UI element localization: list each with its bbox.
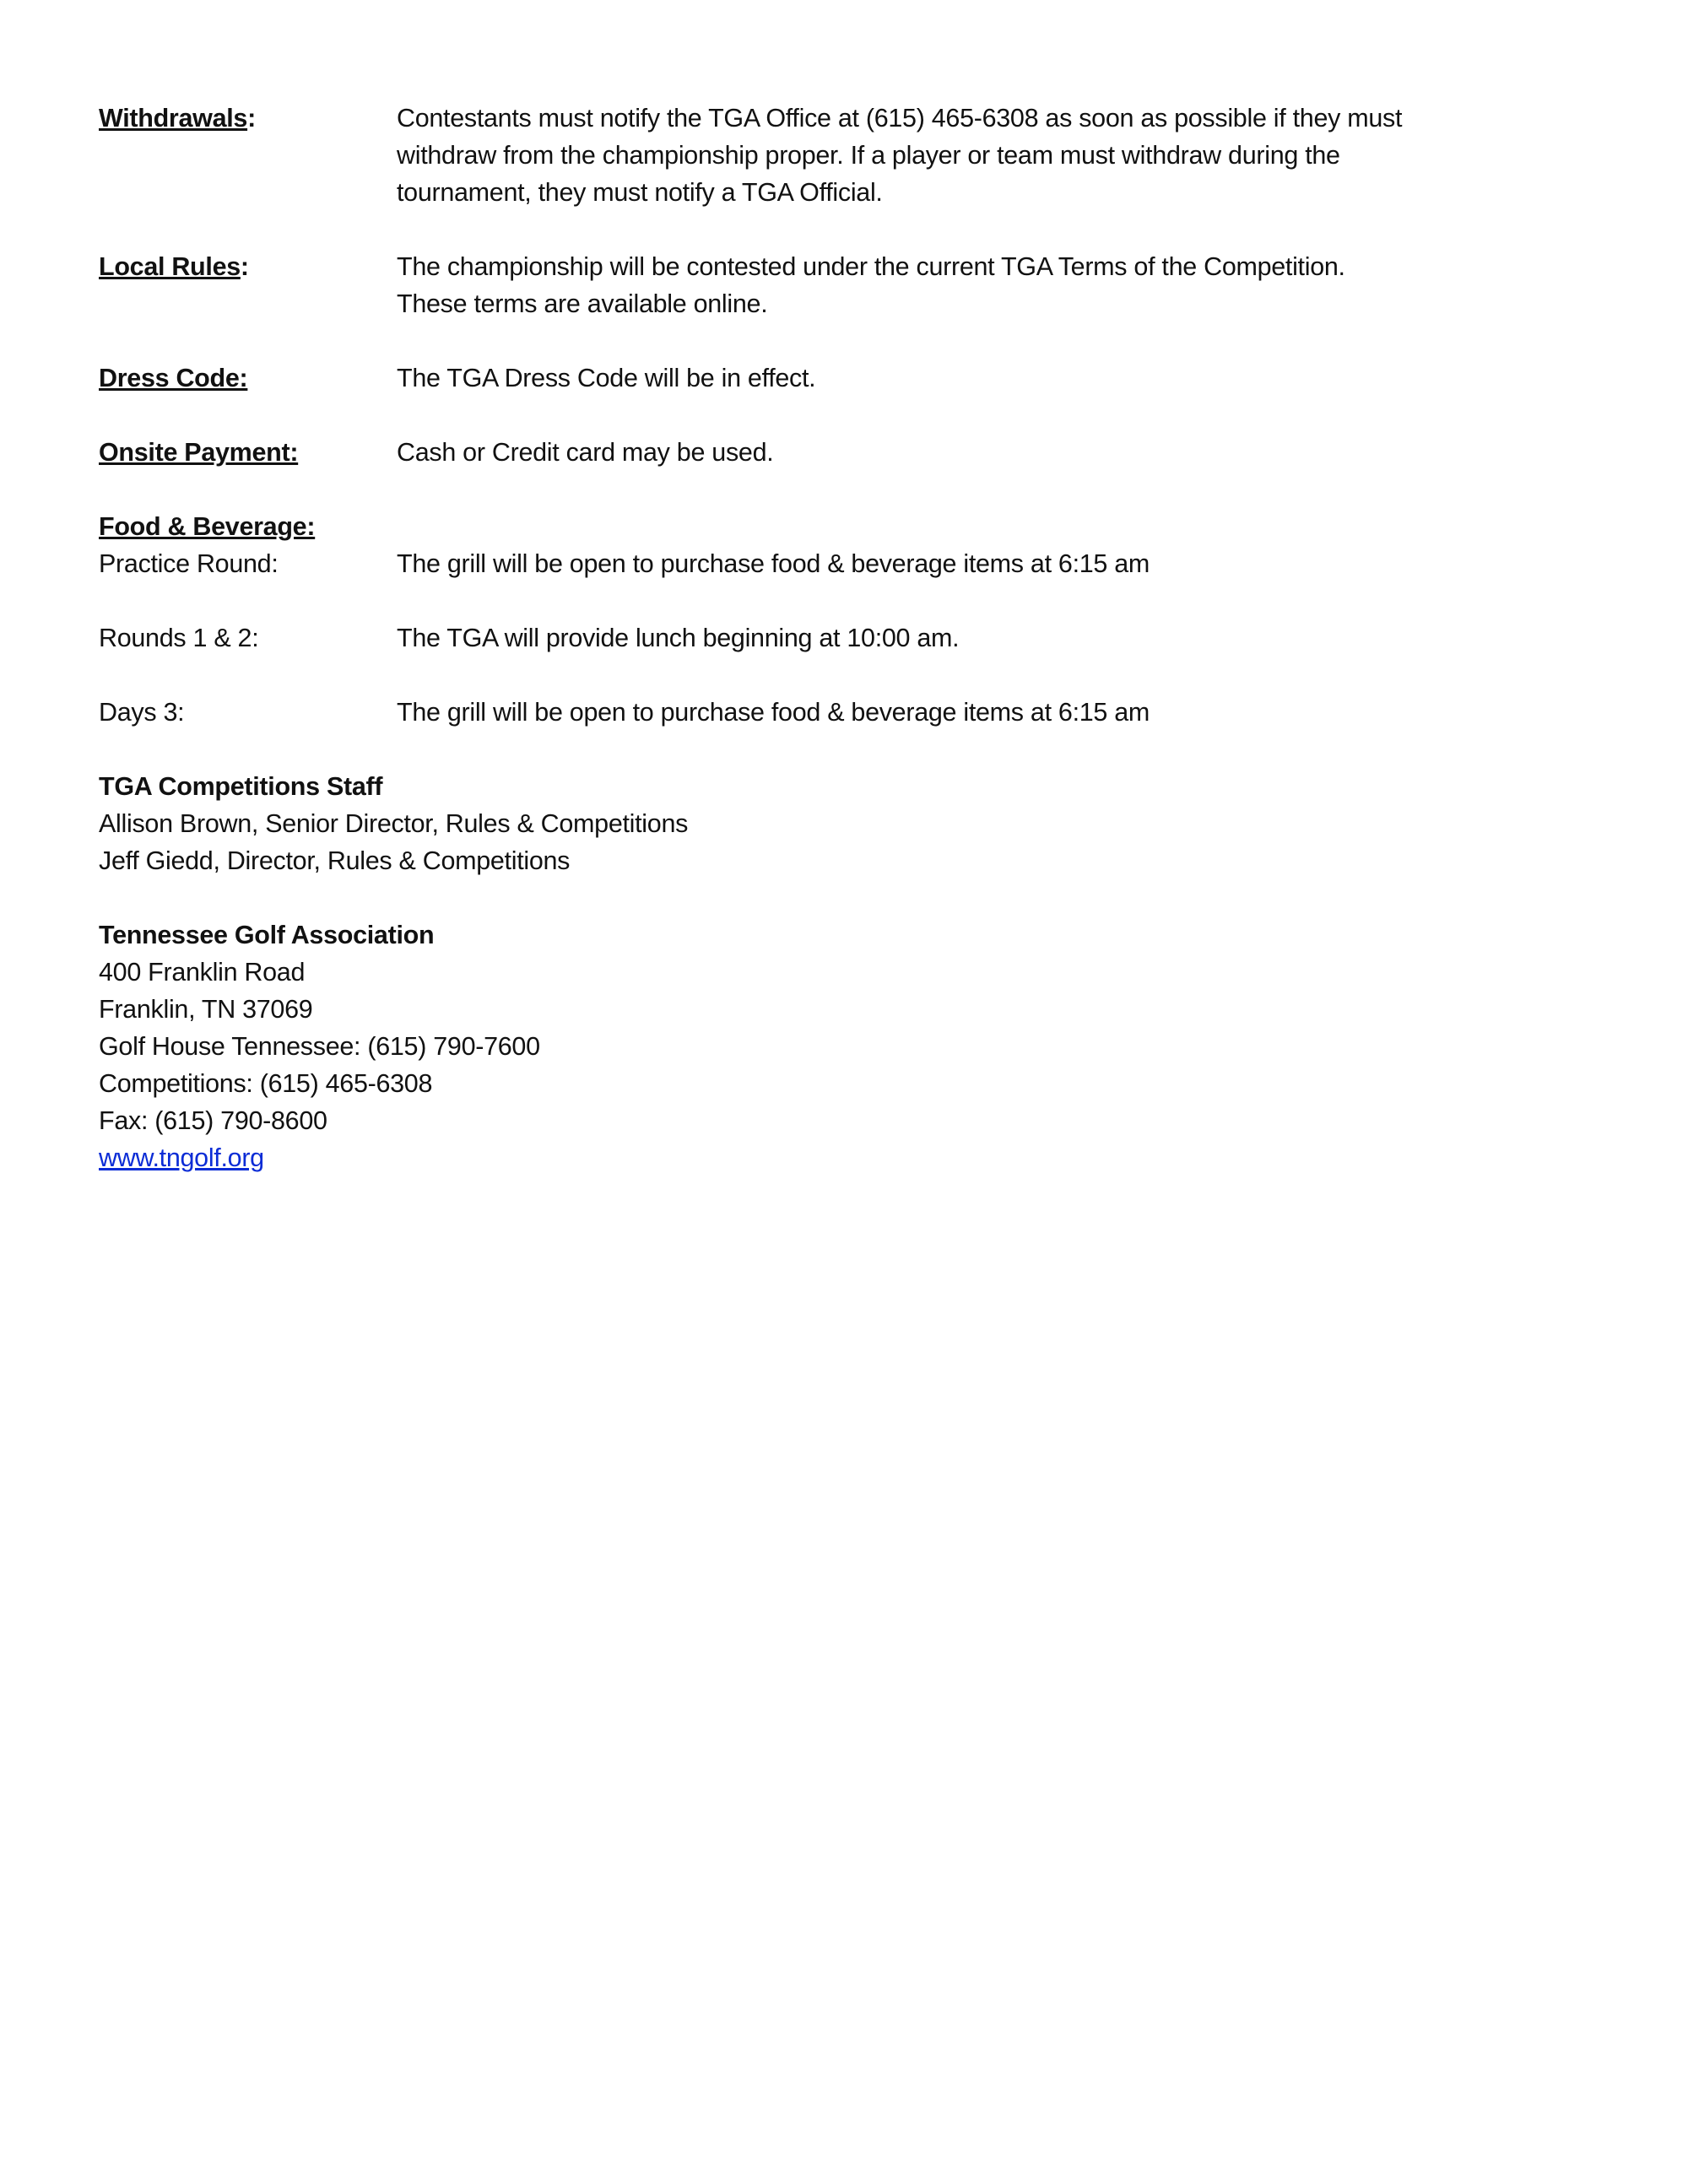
local-rules-label: Local Rules xyxy=(99,252,241,281)
local-rules-row: Local Rules: The championship will be contested under the current TGA Terms of the Competition. xyxy=(99,248,1601,285)
onsite-payment-label: Onsite Payment: xyxy=(99,438,299,467)
food-row-label: Practice Round: xyxy=(99,549,279,578)
withdrawals-label: Withdrawals xyxy=(99,104,248,132)
food-row xyxy=(99,619,1601,657)
document-page xyxy=(99,100,1601,1176)
staff-member: Jeff Giedd, Director, Rules & Competitions xyxy=(99,846,571,875)
fax-number: Fax: (615) 790-8600 xyxy=(99,1106,327,1135)
onsite-payment-text: Cash or Credit card may be used. xyxy=(397,438,774,467)
dress-code-row xyxy=(99,359,1601,397)
food-row-value: The grill will be open to purchase food & beverage items at 6:15 am xyxy=(397,549,1150,578)
onsite-payment-row xyxy=(99,434,1601,471)
food-row xyxy=(99,545,1601,582)
food-row-value: The grill will be open to purchase food & beverage items at 6:15 am xyxy=(397,698,1150,727)
city-line: Franklin, TN 37069 xyxy=(99,995,313,1024)
withdrawals-text: withdraw from the championship proper. If a player or team must withdraw during the xyxy=(397,141,1340,170)
food-row-value: The TGA will provide lunch beginning at 10:00 am. xyxy=(397,624,960,652)
food-beverage-heading: Food & Beverage: xyxy=(99,512,316,541)
golf-house-phone: Golf House Tennessee: (615) 790-7600 xyxy=(99,1032,540,1061)
dress-code-label: Dress Code: xyxy=(99,364,248,392)
local-rules-text: These terms are available online. xyxy=(397,289,768,318)
staff-member: Allison Brown, Senior Director, Rules & Competitions xyxy=(99,809,689,838)
food-row-label: Rounds 1 & 2: xyxy=(99,624,259,652)
address-line: 400 Franklin Road xyxy=(99,958,306,987)
food-row xyxy=(99,694,1601,731)
withdrawals-text: tournament, they must notify a TGA Official. xyxy=(397,178,883,207)
local-rules-text: The championship will be contested under the current TGA Terms of the Competition. xyxy=(397,252,1345,281)
staff-heading: TGA Competitions Staff xyxy=(99,772,383,801)
dress-code-text: The TGA Dress Code will be in effect. xyxy=(397,364,816,392)
website-link[interactable]: www.tngolf.org xyxy=(99,1143,264,1172)
competitions-phone: Competitions: (615) 465-6308 xyxy=(99,1069,433,1098)
association-heading: Tennessee Golf Association xyxy=(99,921,435,949)
withdrawals-row: Withdrawals: Contestants must notify the TGA Office at (615) 465-6308 as soon as possible if they must xyxy=(99,100,1601,137)
withdrawals-text: Contestants must notify the TGA Office at (615) 465-6308 as soon as possible if they must xyxy=(397,104,1403,132)
food-row-label: Days 3: xyxy=(99,698,185,727)
